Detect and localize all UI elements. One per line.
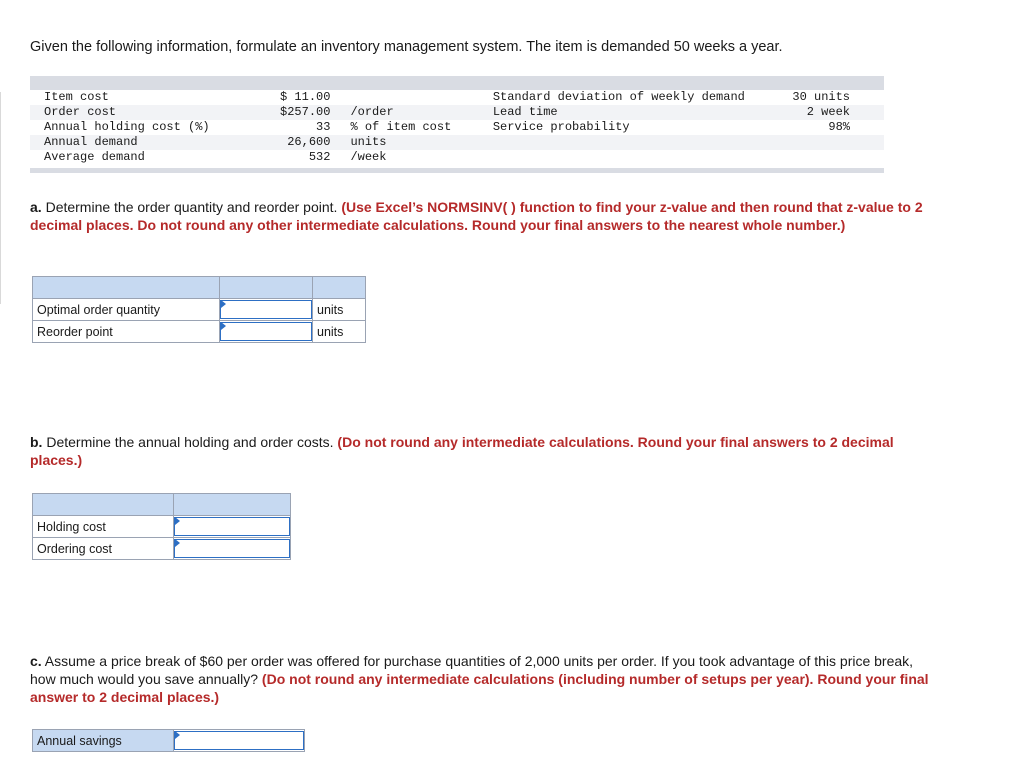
annual-savings-label: Annual savings [33, 730, 174, 752]
input-marker-icon [221, 322, 226, 330]
annual-savings-input[interactable] [174, 731, 304, 750]
data-band-top [30, 76, 884, 90]
reorder-point-input[interactable] [220, 322, 312, 341]
grid-row [33, 516, 291, 538]
unit-label: units [313, 299, 366, 321]
unit-label: units [313, 321, 366, 343]
given-data-table [30, 90, 884, 165]
data-value-2 [792, 135, 884, 150]
left-margin-rule [0, 92, 1, 304]
problem-intro: Given the following information, formulate an inventory management system. The item is demanded 50 weeks a year. [30, 39, 783, 55]
data-unit: units [330, 135, 492, 150]
data-value: 26,600 [242, 135, 331, 150]
grid-row [33, 321, 366, 343]
question-b-lead: b. [30, 434, 43, 450]
input-marker-icon [221, 300, 226, 308]
holding-cost-input[interactable] [174, 517, 290, 536]
grid-row [33, 730, 305, 752]
data-label: Item cost [44, 90, 109, 104]
data-unit [330, 90, 492, 105]
answer-grid-a [32, 276, 366, 343]
data-value-2 [792, 150, 884, 165]
grid-header-row [33, 277, 366, 299]
data-label: Average demand [44, 150, 145, 164]
given-data-block [30, 76, 884, 173]
data-band-bottom [30, 168, 884, 173]
question-a-text: Determine the order quantity and reorder point. [41, 199, 342, 215]
question-a-lead: a. [30, 199, 42, 215]
data-row [30, 120, 884, 135]
data-row [30, 90, 884, 105]
data-label: Annual holding cost (%) [44, 120, 210, 134]
input-marker-icon [175, 517, 180, 525]
data-row [30, 150, 884, 165]
question-c [30, 652, 940, 706]
data-label-2: Lead time [493, 105, 793, 120]
question-a-instruction: (Use Excel’s NORMSINV( ) function to find your z-value and then round that z-value to 2 decimal places. Do not round any other intermediate calculations. Round your final answers to the nearest whole number.) [30, 199, 923, 233]
question-c-instruction: (Do not round any intermediate calculations (including number of setups per year). Round your final answer to 2 decimal places.) [30, 671, 929, 705]
data-value-2: 2 week [792, 105, 884, 120]
data-value: $ 11.00 [280, 90, 331, 104]
question-a [30, 198, 940, 234]
data-row [30, 135, 884, 150]
data-unit: /week [350, 150, 387, 164]
question-b-instruction: (Do not round any intermediate calculations. Round your final answers to 2 decimal places.) [30, 434, 894, 468]
data-label-2: Standard deviation of weekly demand [492, 90, 745, 104]
data-value: 33 [316, 120, 331, 134]
data-label-2: Service probability [492, 120, 630, 134]
question-c-text: Assume a price break of $60 per order was offered for purchase quantities of 2,000 units per order. If you took advantage of this price break, how much would you save annually? [30, 653, 914, 687]
ordering-cost-label: Ordering cost [33, 538, 174, 560]
reorder-point-label: Reorder point [33, 321, 220, 343]
data-label: Order cost [30, 105, 242, 120]
question-c-lead: c. [30, 653, 42, 669]
answer-grid-c [32, 729, 305, 752]
input-marker-icon [175, 539, 180, 547]
data-unit: % of item cost [350, 120, 452, 134]
optimal-order-quantity-input[interactable] [220, 300, 312, 319]
grid-row [33, 538, 291, 560]
data-value-2: 30 units [792, 90, 850, 104]
question-b-text: Determine the annual holding and order costs. [42, 434, 338, 450]
data-value: $257.00 [242, 105, 331, 120]
data-label: Annual demand [30, 135, 242, 150]
data-value-2: 98% [828, 120, 850, 134]
grid-row [33, 299, 366, 321]
ordering-cost-input[interactable] [174, 539, 290, 558]
answer-grid-b [32, 493, 291, 560]
data-row [30, 105, 884, 120]
question-b [30, 433, 940, 469]
data-label-2 [493, 135, 793, 150]
data-unit: /order [330, 105, 492, 120]
data-value: 532 [308, 150, 331, 164]
data-label-2 [493, 150, 793, 165]
holding-cost-label: Holding cost [33, 516, 174, 538]
input-marker-icon [175, 731, 180, 739]
grid-header-row [33, 494, 291, 516]
optimal-order-quantity-label: Optimal order quantity [33, 299, 220, 321]
